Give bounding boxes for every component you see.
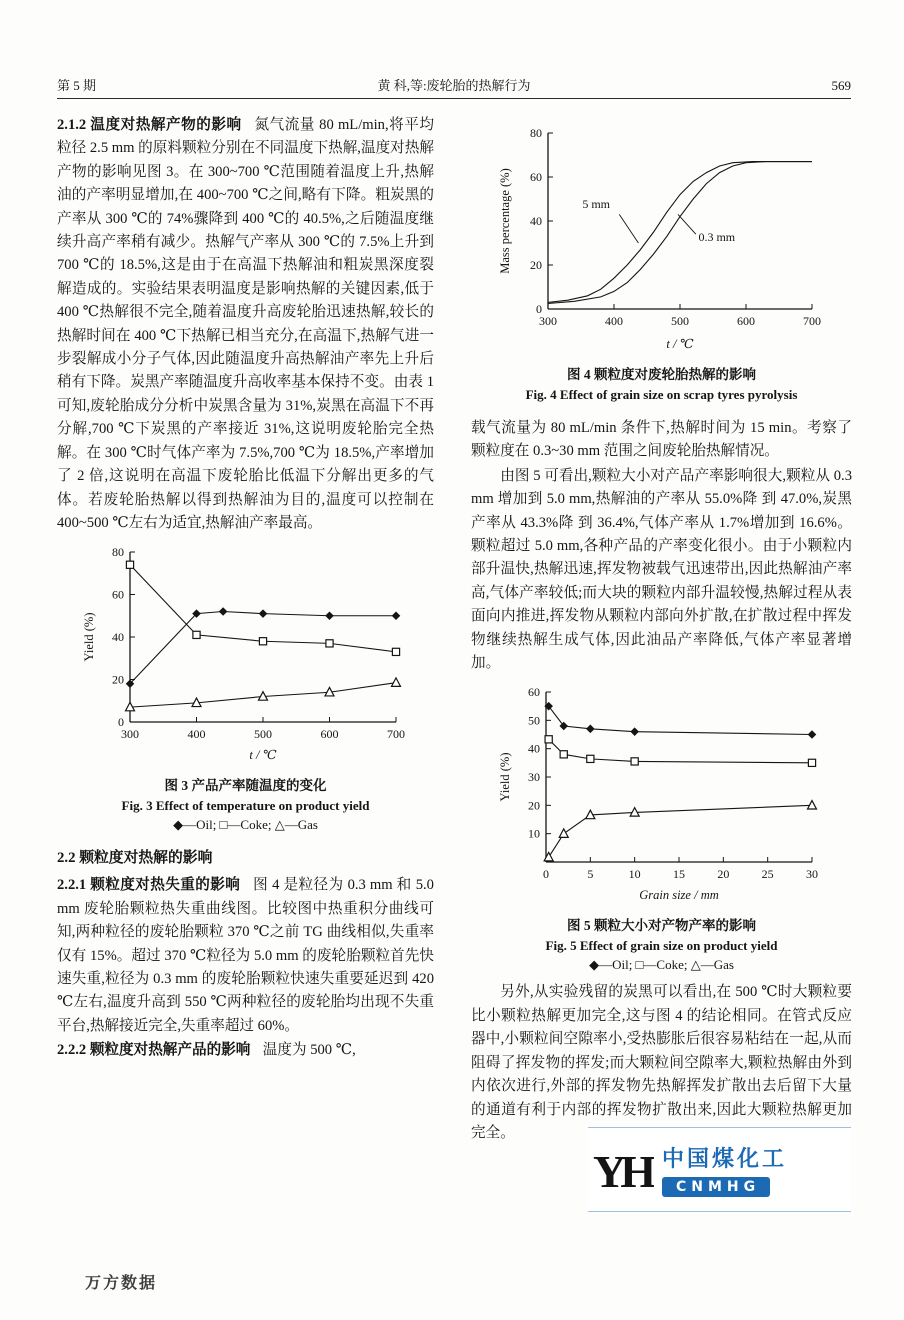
svg-text:700: 700 (386, 727, 405, 742)
svg-text:20: 20 (716, 867, 729, 882)
svg-text:5 mm: 5 mm (581, 196, 610, 211)
svg-text:50: 50 (527, 713, 540, 728)
svg-text:Yield (%): Yield (%) (497, 752, 512, 802)
section-2-1-2-body: 氮气流量 80 mL/min,将平均粒径 2.5 mm 的原料颗粒分别在不同温度下热解,温度对热解产物的影响见图 3。在 300~700 ℃范围随着温度上升,热解油的产率明显增加,在 400~700 ℃之间,略有下降。粗炭黑的产率从 300 ℃的 74%骤降到 400 ℃的 40.5%,之后随温度继续升高产率稍有减少。热解气产率从 300 ℃的 7.5%上升到 700 ℃的 18.5%,这是由于在高温下热解油和粗炭黑深度裂解造成的。实验结果表明温度是影响热解的关键因素,低于 400 ℃热解很不完全,随着温度升高废轮胎迅速热解,较长的热解时间在 400 ℃下热解已相当充分,在高温下,热解气进一步裂解成小分子气体,因此随温度升高热解油产率先上升后稍有下降。炭黑产率随温度升高收率基本保持不变。由表 1 可知,废轮胎成分分析中炭黑含量为 31%,炭黑在高温下不再分解,700 ℃下炭黑的产率接近 31%,这说明废轮胎完全热解。在 300 ℃时气体产率为 7.5%,700 ℃为 18.5%,产率增加了 2 倍,这说明在高温下废轮胎比低温下分解出更多的气体。若废轮胎热解以得到热解油为目的,温度可以控制在 400~500 ℃左右为适宜,热解油产率最高。 (57, 117, 434, 531)
svg-text:Yield (%): Yield (%) (81, 612, 96, 662)
wanfang-watermark: 万方数据 (85, 1275, 158, 1292)
svg-text:5: 5 (586, 867, 593, 882)
cnki-watermark (588, 1127, 851, 1212)
section-2-2-2-heading: 2.2.2 颗粒度对热解产品的影响 (57, 1042, 251, 1059)
svg-text:600: 600 (736, 314, 755, 328)
svg-text:15: 15 (672, 867, 685, 882)
svg-text:10: 10 (527, 827, 540, 842)
figure-4-chart (471, 121, 852, 358)
figure-5-legend: ◆—Oil; □—Coke; △—Gas (589, 957, 734, 973)
svg-text:0.3 mm: 0.3 mm (697, 229, 735, 244)
section-2-2-1-heading: 2.2.1 颗粒度对热失重的影响 (57, 877, 241, 894)
watermark-text (662, 1142, 787, 1197)
section-2-2-2-body: 温度为 500 ℃, (262, 1042, 356, 1059)
section-2-1-2-heading: 2.1.2 温度对热解产物的影响 (57, 117, 242, 133)
svg-text:t / ℃: t / ℃ (248, 748, 277, 763)
svg-text:t / ℃: t / ℃ (665, 337, 694, 351)
svg-text:Grain size / mm: Grain size / mm (638, 888, 719, 903)
svg-text:30: 30 (805, 867, 818, 882)
figure-3-caption-en: Fig. 3 Effect of temperature on product yield (121, 798, 370, 814)
watermark-line2: CNMHG (662, 1177, 770, 1197)
svg-text:30: 30 (527, 770, 540, 785)
svg-text:700: 700 (802, 314, 821, 328)
svg-text:40: 40 (111, 630, 124, 645)
left-column (57, 114, 434, 1063)
section-2-2-heading: 2.2 颗粒度对热解的影响 (57, 850, 213, 867)
running-title: 黄 科,等:废轮胎的热解行为 (377, 78, 531, 93)
svg-text:400: 400 (187, 727, 205, 742)
page-header (57, 70, 851, 99)
svg-text:25: 25 (761, 867, 774, 882)
paragraph-2-1-2 (57, 114, 434, 535)
figure-3-caption-cn: 图 3 产品产率随温度的变化 (164, 778, 327, 794)
svg-text:60: 60 (111, 587, 124, 602)
right-paragraph-2: 由图 5 可看出,颗粒大小对产品产率影响很大,颗粒从 0.3 mm 增加到 5.0 mm,热解油的产率从 55.0%降 到 47.0%,炭黑产率从 43.3%降 到 36.4%,气体产率从 1.7%增加到 16.6%。颗粒超过 5.0 mm,各种产品的产率变化很小。由于小颗粒内部升温快,热解迅速,挥发物被载气迅速带出,因此热解油产率高,气体产率较低;而大块的颗粒内部升温较慢,热解过程从表面向内推进,挥发物从颗粒内部向外扩散,在扩散过程中挥发物继续热解生成气体,因此油品产率降低,气体产率显著增加。 (471, 467, 852, 672)
svg-text:500: 500 (670, 314, 689, 328)
right-paragraph-3: 另外,从实验残留的炭黑可以看出,在 500 ℃时大颗粒要比小颗粒热解更加完全,这与图 4 的结论相同。在管式反应器中,小颗粒间空隙率小,受热膨胀后很容易粘结在一起,从而阻碍了挥发物的挥发;而大颗粒间空隙率大,颗粒热解由外到内依次进行,外部的挥发物先热解挥发扩散出去后留下大量的通道有利于内部的挥发物扩散出来,因此大颗粒热解更加完全。 (471, 984, 852, 1141)
figure-5-caption-cn: 图 5 颗粒大小对产物产率的影响 (567, 918, 756, 934)
svg-text:60: 60 (527, 685, 540, 700)
figure-4-caption-en: Fig. 4 Effect of grain size on scrap tyres pyrolysis (525, 387, 798, 402)
svg-text:0: 0 (542, 867, 549, 882)
svg-text:60: 60 (529, 170, 542, 184)
figure-5-caption-en: Fig. 5 Effect of grain size on product yield (545, 938, 778, 954)
right-paragraph-1: 载气流量为 80 mL/min 条件下,热解时间为 15 min。考察了颗粒度在 0.3~30 mm 范围之间废轮胎热解情况。 (471, 420, 852, 460)
svg-text:20: 20 (111, 672, 124, 687)
journal-issue: 第 5 期 (57, 78, 97, 93)
figure-3-legend: ◆—Oil; □—Coke; △—Gas (173, 817, 318, 833)
svg-text:20: 20 (529, 258, 542, 272)
svg-text:0: 0 (535, 302, 542, 316)
svg-text:600: 600 (320, 727, 338, 742)
svg-text:YH: YH (593, 1145, 650, 1197)
svg-text:40: 40 (527, 742, 540, 757)
svg-text:Mass percentage (%): Mass percentage (%) (497, 168, 512, 274)
right-column (471, 114, 852, 1145)
svg-text:400: 400 (604, 314, 623, 328)
svg-text:300: 300 (120, 727, 139, 742)
svg-text:500: 500 (253, 727, 272, 742)
svg-text:40: 40 (529, 214, 542, 228)
figure-5-chart (471, 682, 852, 909)
figure-3-chart (57, 542, 434, 769)
paragraph-2-2-2 (57, 1039, 434, 1062)
section-2-2-1-body: 图 4 是粒径为 0.3 mm 和 5.0 mm 废轮胎颗粒热失重曲线图。比较图中热重积分曲线可知,两种粒径的废轮胎颗粒 370 ℃之前 TG 曲线相似,失重率仅有 15%。超过 370 ℃粒径为 5.0 mm 的废轮胎颗粒首先快速失重,粒径为 0.3 mm 的废轮胎颗粒快速失重要延迟到 420 ℃左右,温度升高到 550 ℃两种粒径的废轮胎均出现不失重平台,热解接近完全,失重率超过 60%。 (57, 877, 434, 1034)
watermark-logo-icon (592, 1142, 654, 1198)
svg-text:80: 80 (111, 545, 124, 560)
svg-text:20: 20 (527, 798, 540, 813)
svg-text:300: 300 (538, 314, 557, 328)
watermark-line1: 中国煤化工 (662, 1146, 788, 1171)
svg-text:0: 0 (117, 715, 124, 730)
figure-4-caption-cn: 图 4 颗粒度对废轮胎热解的影响 (567, 367, 756, 382)
svg-text:80: 80 (529, 126, 542, 140)
paragraph-2-2-1 (57, 874, 434, 1038)
page-number: 569 (831, 78, 851, 93)
svg-text:10: 10 (628, 867, 641, 882)
